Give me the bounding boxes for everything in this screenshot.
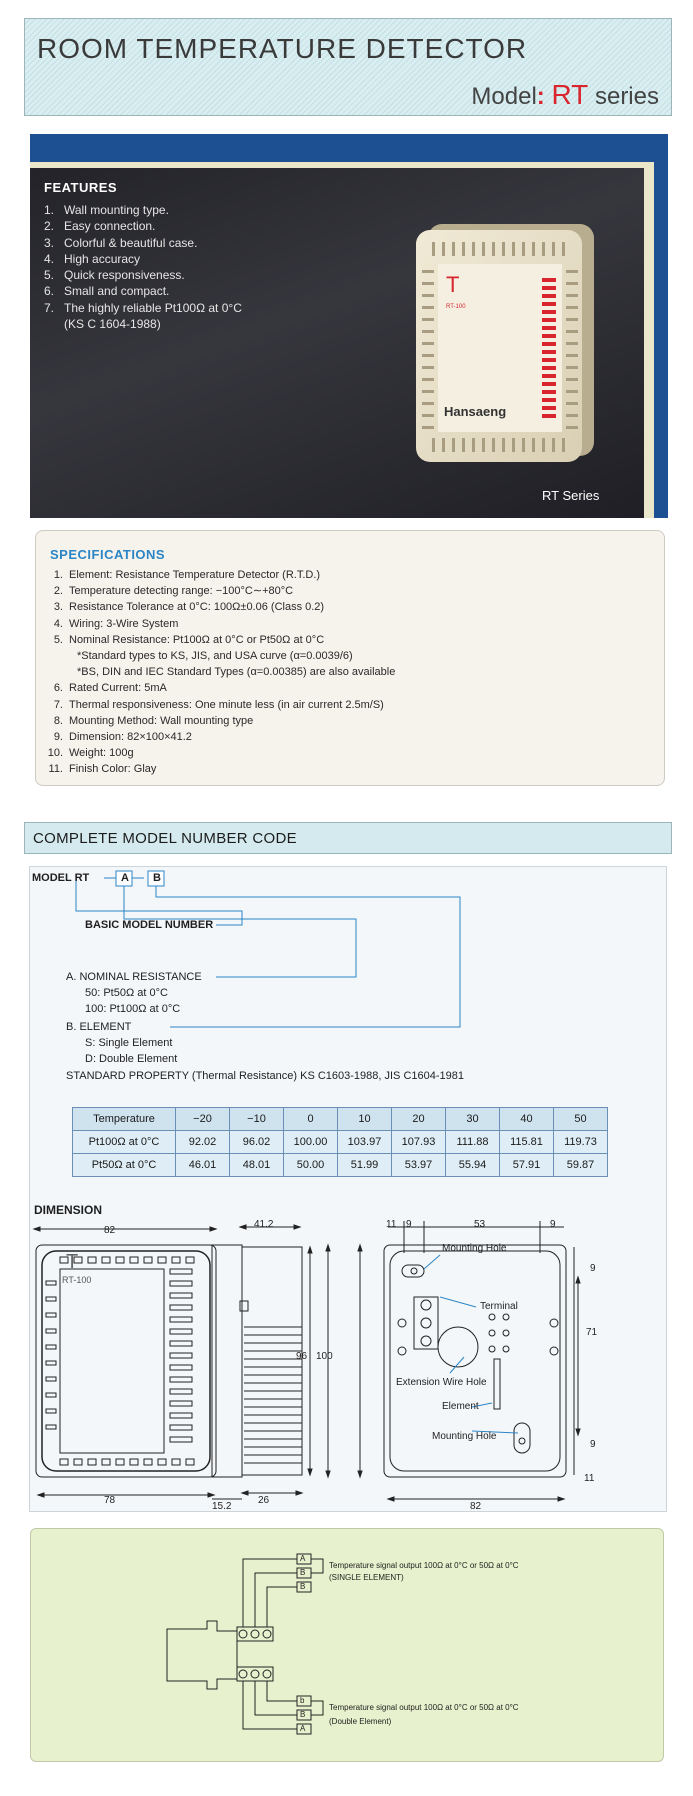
double-element-label: (Double Element)	[329, 1717, 392, 1726]
spec-item: 8. Mounting Method: Wall mounting type	[53, 714, 254, 727]
dimension-drawings	[30, 1217, 668, 1513]
table-row	[73, 1154, 608, 1177]
spec-item: 11. Finish Color: Glay	[48, 763, 157, 776]
terminal-label: B	[300, 1710, 306, 1719]
table-cell: 103.97	[338, 1131, 392, 1154]
dim-back-top-b: 9	[406, 1219, 412, 1230]
terminal-label: B	[300, 1568, 306, 1577]
device-photo	[410, 220, 600, 470]
terminal-label: A	[300, 1724, 306, 1733]
feature-item: 5. Quick responsiveness.	[44, 268, 185, 283]
table-cell: 53.97	[392, 1154, 446, 1177]
spec-item: 3. Resistance Tolerance at 0°C: 100Ω±0.06 (Class 0.2)	[53, 601, 325, 614]
device-brand: Hansaeng	[444, 404, 507, 419]
model-code-panel	[29, 866, 667, 1512]
dim-back-bottom: 82	[470, 1501, 482, 1512]
table-row	[73, 1131, 608, 1154]
single-element-label: (SINGLE ELEMENT)	[329, 1573, 404, 1582]
spec-item: 7. Thermal responsiveness: One minute less (in air current 2.5m/S)	[53, 698, 384, 711]
page-header	[24, 18, 672, 116]
photo-cream-border	[30, 162, 654, 168]
model-box-a: A	[121, 872, 129, 884]
model-colon: :	[536, 83, 545, 110]
front-model-label: RT-100	[62, 1275, 92, 1285]
element-title: B. ELEMENT	[66, 1021, 132, 1033]
label-mounting-hole-top: Mounting Hole	[442, 1243, 507, 1254]
dim-side-b1: 15.2	[212, 1501, 232, 1512]
table-cell: 20	[392, 1108, 446, 1131]
dim-back-top-d: 9	[550, 1219, 556, 1230]
spec-item: 6. Rated Current: 5mA	[53, 682, 167, 695]
feature-item: 4. High accuracy	[44, 251, 141, 266]
feature-item: 3. Colorful & beautiful case.	[44, 235, 198, 250]
device-model-label: RT-100	[446, 304, 466, 310]
photo-cream-border-right	[644, 162, 654, 518]
model-prefix: Model	[471, 83, 537, 110]
dim-side-top: 41.2	[254, 1219, 274, 1230]
features-title: FEATURES	[44, 180, 118, 195]
label-mounting-hole-bottom: Mounting Hole	[432, 1431, 497, 1442]
front-logo: T	[66, 1251, 79, 1273]
table-cell: 100.00	[284, 1131, 338, 1154]
table-cell: 55.94	[446, 1154, 500, 1177]
feature-item: 2. Easy connection.	[44, 219, 156, 234]
element-option: S: Single Element	[85, 1037, 173, 1049]
table-cell: 119.73	[554, 1131, 608, 1154]
photo-blue-border	[30, 134, 668, 162]
label-extension-wire-hole: Extension Wire Hole	[396, 1377, 487, 1388]
table-cell: 50.00	[284, 1154, 338, 1177]
label-terminal: Terminal	[480, 1301, 518, 1312]
dim-side-h1: 96	[296, 1351, 308, 1362]
spec-item: 9. Dimension: 82×100×41.2	[53, 731, 192, 744]
features-list	[44, 202, 242, 332]
table-cell: 30	[446, 1108, 500, 1131]
table-cell: Pt50Ω at 0°C	[73, 1154, 176, 1177]
specifications-panel	[35, 530, 665, 786]
feature-item: 6. Small and compact.	[44, 284, 170, 299]
spec-subitem: *BS, DIN and IEC Standard Types (α=0.00385) are also available	[77, 666, 396, 679]
table-cell: 10	[338, 1108, 392, 1131]
dim-back-right-c: 9	[590, 1439, 596, 1450]
table-cell: Pt100Ω at 0°C	[73, 1131, 176, 1154]
spec-item: 1. Element: Resistance Temperature Detector (R.T.D.)	[53, 569, 321, 581]
standard-property: STANDARD PROPERTY (Thermal Resistance) KS C1603-1988, JIS C1604-1981	[66, 1070, 464, 1082]
model-code-header: COMPLETE MODEL NUMBER CODE	[24, 822, 672, 854]
dim-back-top-a: 11	[386, 1219, 397, 1230]
feature-item: (KS C 1604-1988)	[64, 317, 161, 332]
dim-side-h2: 100	[316, 1351, 333, 1362]
spec-item: 2. Temperature detecting range: −100°C∼+80°C	[53, 585, 294, 598]
dim-side-b2: 26	[258, 1495, 270, 1506]
dim-back-right-d: 11	[584, 1473, 595, 1484]
terminal-label: B	[300, 1582, 306, 1591]
table-cell: 96.02	[230, 1131, 284, 1154]
model-box-b: B	[153, 872, 161, 884]
dim-back-right-b: 71	[586, 1327, 598, 1338]
table-cell: 48.01	[230, 1154, 284, 1177]
table-cell: 107.93	[392, 1131, 446, 1154]
device-logo: T	[446, 272, 460, 297]
model-code: RT	[551, 79, 589, 110]
dim-back-top-c: 53	[474, 1219, 486, 1230]
temperature-resistance-table	[72, 1107, 608, 1177]
table-cell: 57.91	[500, 1154, 554, 1177]
label-element: Element	[442, 1401, 479, 1412]
photo-blue-border-right	[654, 134, 668, 518]
photo-caption: RT Series	[542, 488, 600, 503]
spec-subitem: *Standard types to KS, JIS, and USA curve (α=0.0039/6)	[77, 650, 353, 663]
table-cell: 40	[500, 1108, 554, 1131]
table-cell: 92.02	[176, 1131, 230, 1154]
dim-front-width: 82	[104, 1225, 116, 1236]
table-cell: 115.81	[500, 1131, 554, 1154]
feature-item: 7. The highly reliable Pt100Ω at 0°C	[44, 300, 242, 315]
table-cell: 46.01	[176, 1154, 230, 1177]
spec-item: 5. Nominal Resistance: Pt100Ω at 0°C or Pt50Ω at 0°C	[53, 633, 325, 646]
element-option: D: Double Element	[85, 1053, 178, 1065]
basic-model-number: BASIC MODEL NUMBER	[85, 919, 214, 931]
dim-back-right-a: 9	[590, 1263, 596, 1274]
table-header-row	[73, 1108, 608, 1131]
table-cell: −20	[176, 1108, 230, 1131]
model-line	[471, 79, 659, 111]
model-label: MODEL RT	[32, 872, 90, 884]
terminal-label: A	[300, 1554, 306, 1563]
table-cell: 51.99	[338, 1154, 392, 1177]
feature-item: 1. Wall mounting type.	[44, 203, 169, 217]
single-element-text: Temperature signal output 100Ω at 0°C or 50Ω at 0°C	[329, 1561, 519, 1570]
terminal-label: b	[300, 1696, 305, 1705]
table-cell: −10	[230, 1108, 284, 1131]
table-cell: Temperature	[73, 1108, 176, 1131]
model-suffix: series	[594, 83, 659, 110]
table-cell: 50	[554, 1108, 608, 1131]
table-cell: 0	[284, 1108, 338, 1131]
page-title: ROOM TEMPERATURE DETECTOR	[37, 33, 528, 64]
table-cell: 59.87	[554, 1154, 608, 1177]
spec-item: 4. Wiring: 3-Wire System	[53, 617, 179, 630]
spec-item: 10. Weight: 100g	[47, 747, 134, 760]
nominal-resistance-title: A. NOMINAL RESISTANCE	[66, 971, 202, 983]
dimension-title: DIMENSION	[34, 1203, 103, 1217]
wiring-diagram-panel	[30, 1528, 664, 1762]
double-element-text: Temperature signal output 100Ω at 0°C or 50Ω at 0°C	[329, 1703, 519, 1712]
specifications-title: SPECIFICATIONS	[50, 547, 166, 562]
table-cell: 111.88	[446, 1131, 500, 1154]
features-photo	[30, 134, 668, 518]
dim-front-bottom: 78	[104, 1495, 116, 1506]
nominal-resistance-option: 100: Pt100Ω at 0°C	[85, 1003, 181, 1015]
specifications-list	[46, 567, 395, 778]
nominal-resistance-option: 50: Pt50Ω at 0°C	[85, 987, 168, 999]
